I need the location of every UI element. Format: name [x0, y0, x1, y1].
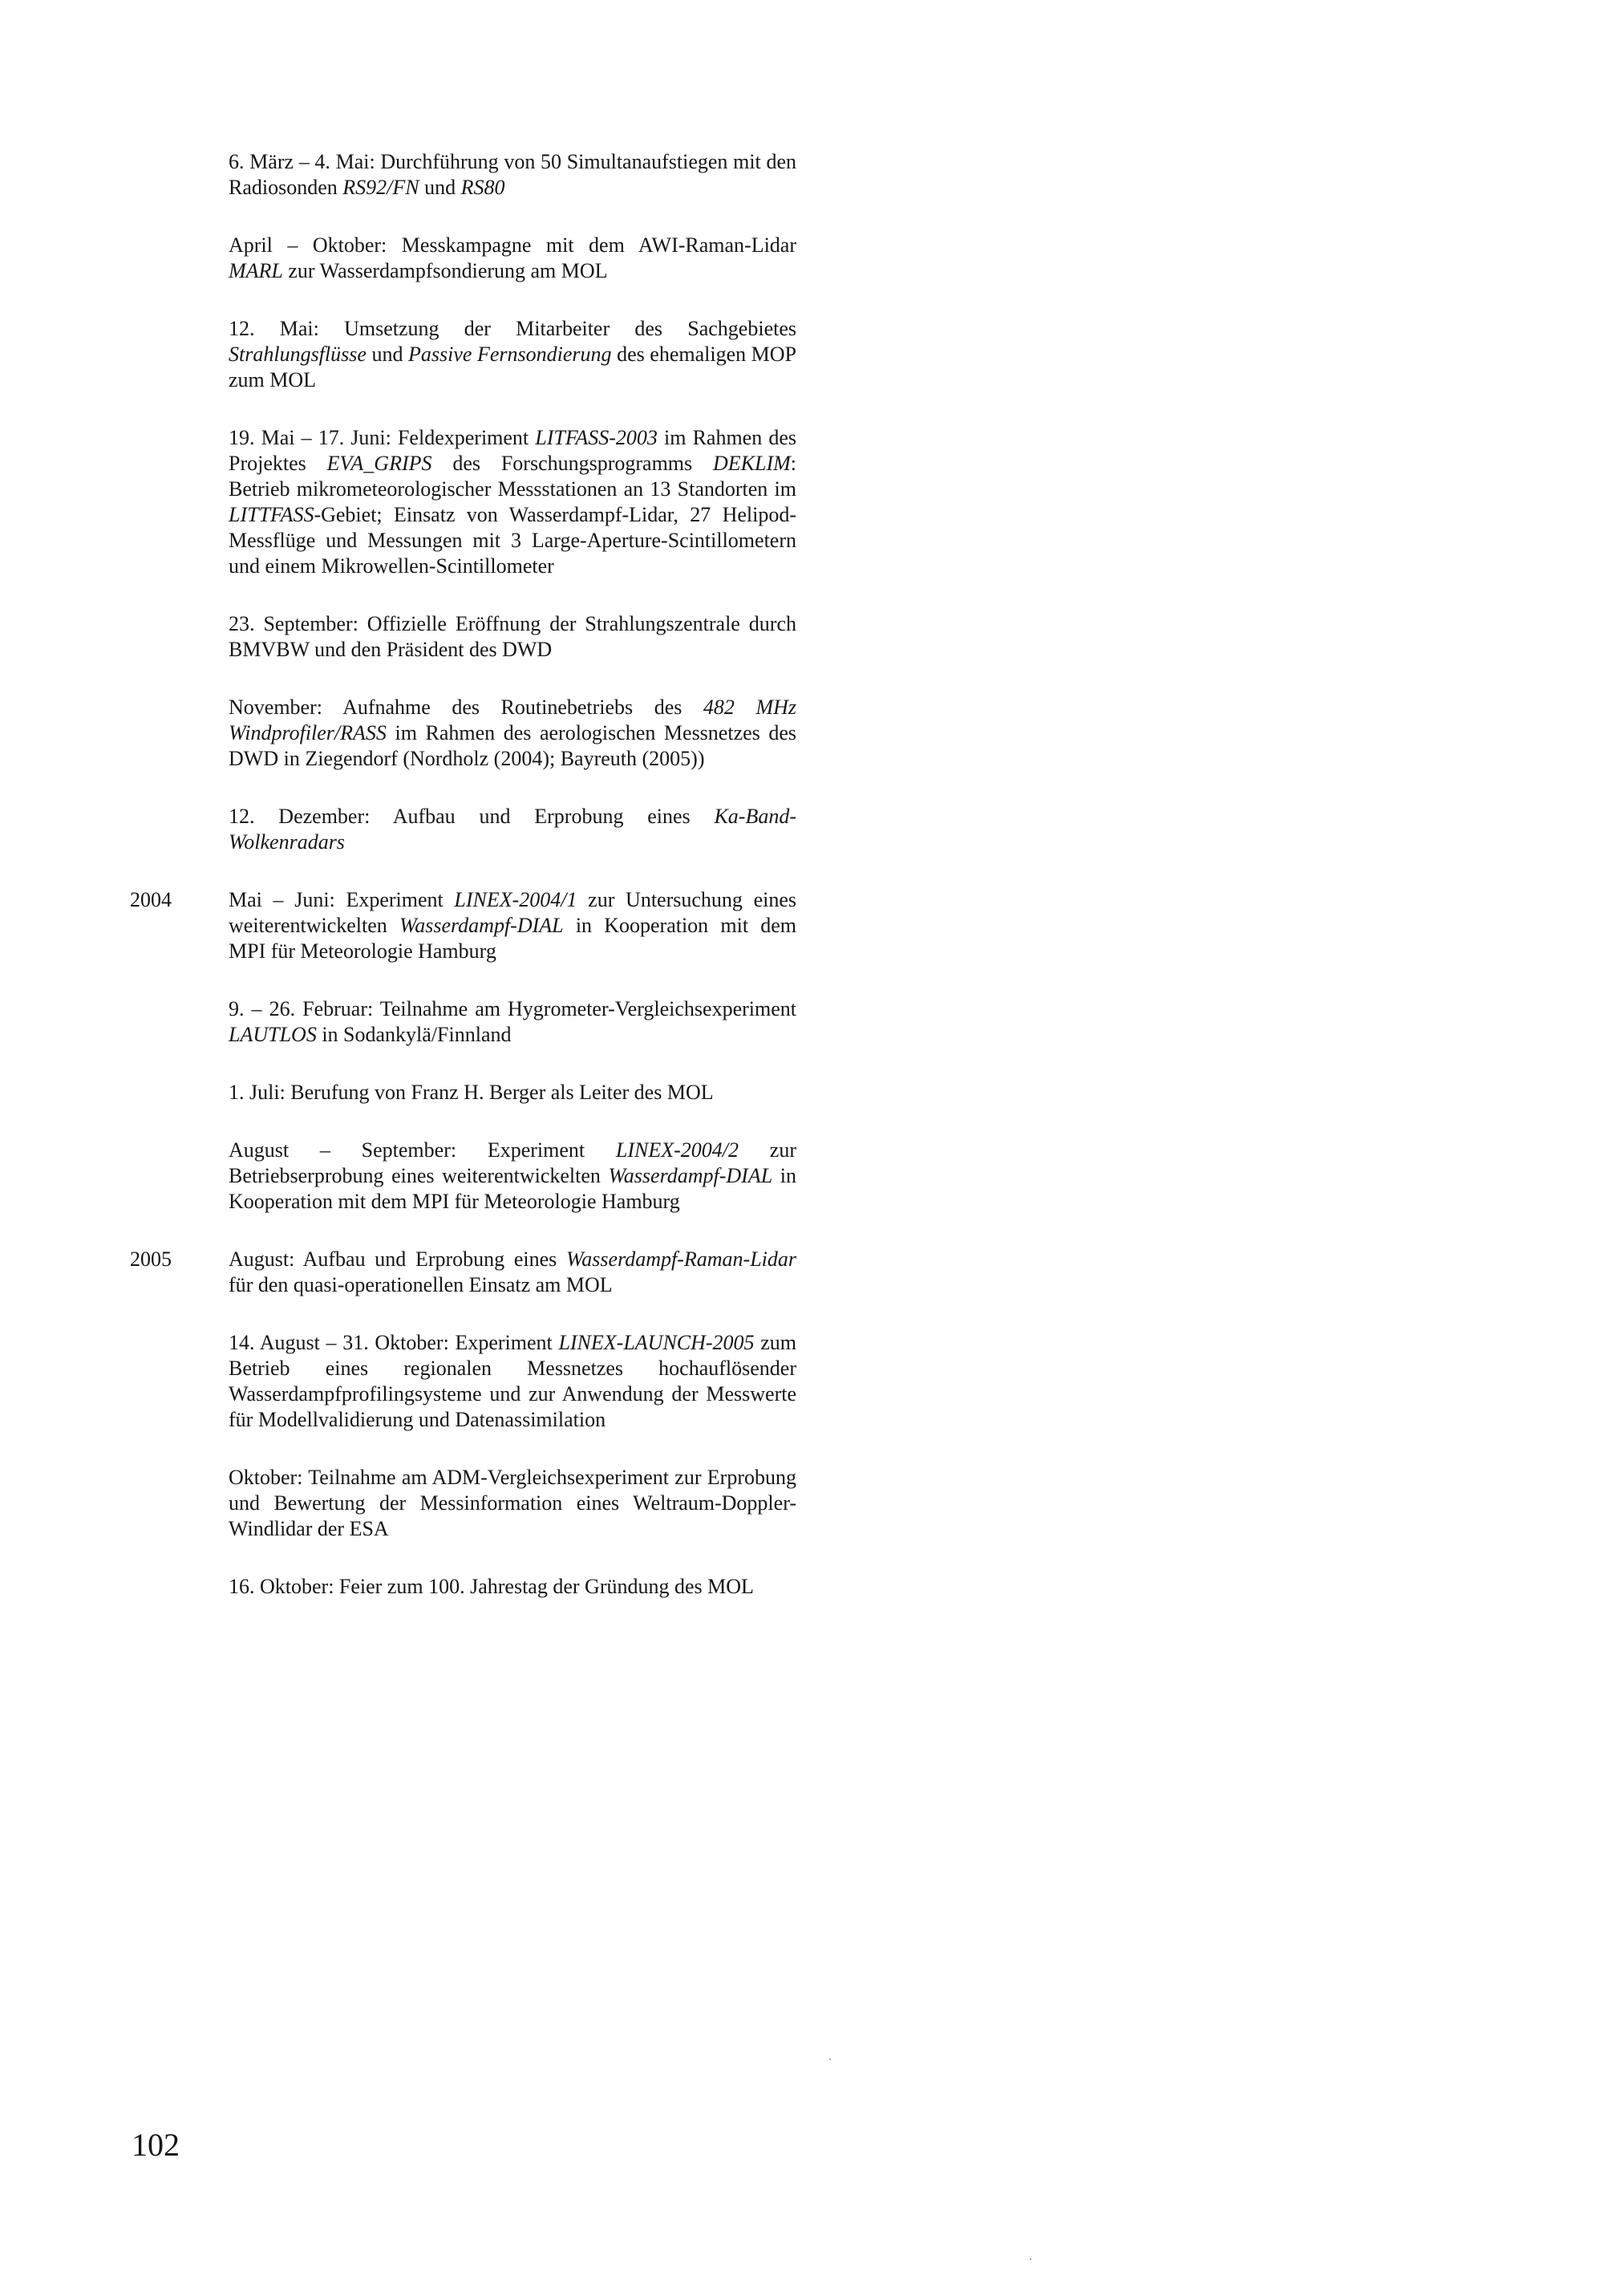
chronology-entry [0, 1247, 1604, 1298]
entry-text [229, 611, 796, 663]
entry-text-segment: zur Wasserdampfsondierung am MOL [282, 259, 608, 282]
entry-text-segment: zum Betrieb eines regionalen Messnetzes hochauflösender Wasserdampfprofilingsysteme und zur Anwendung der Messwerte für Modellvalidierung und Datenassimilation [229, 1331, 796, 1431]
entry-text [229, 316, 796, 393]
entry-text-segment: Oktober: Teilnahme am ADM-Vergleichsexperiment zur Erprobung und Bewertung der Messinformation eines Weltraum-Doppler-Windlidar der ESA [229, 1466, 796, 1540]
entry-text-segment: November: Aufnahme des Routinebetriebs des [229, 696, 703, 719]
entry-text-italic: LINEX-2004/2 [615, 1138, 739, 1162]
entry-text-segment: zur Betriebserprobung eines weiterentwickelten [229, 1138, 796, 1187]
entry-text-segment: für den quasi-operationellen Einsatz am MOL [229, 1273, 613, 1296]
entry-text-italic: LITFASS-2003 [535, 426, 658, 449]
entry-year: 2004 [130, 888, 172, 911]
chronology-entry [0, 149, 1604, 201]
entry-text-segment: in Kooperation mit dem MPI für Meteorologie Hamburg [229, 1164, 796, 1213]
entry-text-segment: und [366, 343, 409, 366]
entry-text-segment: in Sodankylä/Finnland [316, 1023, 512, 1046]
entry-text-segment: -Gebiet; Einsatz von Wasserdampf-Lidar, 27 Helipod-Messflüge und Messungen mit 3 Large-Aperture-Scintillometern und einem Mikrowellen-Scintillometer [229, 503, 796, 578]
chronology-entry [0, 316, 1604, 393]
entry-text [229, 996, 796, 1048]
entry-text-segment: 19. Mai – 17. Juni: Feldexperiment [229, 426, 536, 449]
entry-text-segment: August – September: Experiment [229, 1138, 616, 1162]
chronology-entry [0, 1138, 1604, 1215]
scan-speck [1030, 2258, 1031, 2260]
entry-text-segment: 23. September: Offizielle Eröffnung der Strahlungszentrale durch BMVBW und den Präsident des DWD [229, 612, 796, 661]
chronology-entry [0, 695, 1604, 772]
chronology-entry [0, 425, 1604, 579]
chronology-entry [0, 1465, 1604, 1542]
entry-text [229, 233, 796, 284]
entry-text-segment: und [419, 176, 461, 199]
entry-text-italic: MARL [229, 259, 283, 282]
entry-text-italic: DEKLIM [712, 452, 791, 475]
chronology-entry [0, 804, 1604, 855]
chronology-entry [0, 611, 1604, 663]
entry-text-italic: Wasserdampf-DIAL [399, 914, 564, 937]
entry-text [229, 804, 796, 855]
entry-text-italic: RS80 [460, 176, 505, 199]
entry-text-segment: 12. Mai: Umsetzung der Mitarbeiter des Sachgebietes [229, 317, 796, 340]
entry-text-italic: LINEX-2004/1 [454, 888, 577, 911]
entry-text-segment: im Rahmen des aerologischen Messnetzes des DWD in Ziegendorf (Nordholz (2004); Bayreuth (2005)) [229, 721, 796, 770]
entry-text-italic: Strahlungsflüsse [229, 343, 367, 366]
entry-text-segment: des ehemaligen MOP zum MOL [229, 343, 797, 391]
entry-text-italic: Wasserdampf-Raman-Lidar [566, 1247, 796, 1271]
entry-text [229, 1138, 796, 1215]
chronology-entry [0, 996, 1604, 1048]
entry-text-segment: 14. August – 31. Oktober: Experiment [229, 1331, 559, 1354]
entry-text-segment: 9. – 26. Februar: Teilnahme am Hygrometer-Vergleichsexperiment [229, 997, 796, 1020]
chronology-entry [0, 1080, 1604, 1105]
entry-text [229, 1465, 796, 1542]
entry-text-italic: LITTFASS [229, 503, 314, 526]
entry-text-segment: Mai – Juni: Experiment [229, 888, 455, 911]
entry-text [229, 695, 796, 772]
chronology-entry [0, 887, 1604, 964]
entry-text-segment: 6. März – 4. Mai: Durchführung von 50 Simultanaufstiegen mit den Radiosonden [229, 150, 796, 199]
entry-text [229, 887, 796, 964]
entry-text [229, 1330, 796, 1433]
chronology-entry [0, 1330, 1604, 1433]
entry-text [229, 1080, 796, 1105]
entry-year: 2005 [130, 1247, 172, 1271]
entry-text-italic: 482 MHz Windprofiler/RASS [229, 696, 796, 744]
entry-text-italic: Wasserdampf-DIAL [608, 1164, 773, 1187]
entry-text-italic: LINEX-LAUNCH-2005 [558, 1331, 755, 1354]
entry-text [229, 1247, 796, 1298]
entry-text-segment: 12. Dezember: Aufbau und Erprobung eines [229, 805, 715, 828]
entry-text-segment: : Betrieb mikrometeorologischer Messstationen an 13 Standorten im [229, 452, 796, 501]
entry-text-italic: RS92/FN [342, 176, 419, 199]
entry-text-segment: zur Untersuchung eines weiterentwickelten [229, 888, 796, 937]
entry-text-segment: 1. Juli: Berufung von Franz H. Berger als Leiter des MOL [229, 1081, 714, 1104]
entry-text-segment: in Kooperation mit dem MPI für Meteorologie Hamburg [229, 914, 796, 963]
entry-text-segment: April – Oktober: Messkampagne mit dem AWI-Raman-Lidar [229, 233, 796, 257]
entry-text-segment: des Forschungsprogramms [431, 452, 713, 475]
entry-text-italic: EVA_GRIPS [326, 452, 432, 475]
entry-text [229, 1574, 796, 1600]
entry-text-segment: August: Aufbau und Erprobung eines [229, 1247, 567, 1271]
chronology-list [0, 149, 1604, 1632]
chronology-entry [0, 233, 1604, 284]
entry-text [229, 425, 796, 579]
entry-text-italic: Passive Fernsondierung [408, 343, 612, 366]
entry-text-segment: 16. Oktober: Feier zum 100. Jahrestag der Gründung des MOL [229, 1575, 754, 1598]
entry-text [229, 149, 796, 201]
entry-text-segment: im Rahmen des Projektes [229, 426, 796, 475]
chronology-entry [0, 1574, 1604, 1600]
page-number: 102 [132, 2127, 180, 2163]
scan-speck [829, 2059, 831, 2060]
entry-text-italic: Ka-Band-Wolkenradars [229, 805, 796, 854]
entry-text-italic: LAUTLOS [229, 1023, 317, 1046]
